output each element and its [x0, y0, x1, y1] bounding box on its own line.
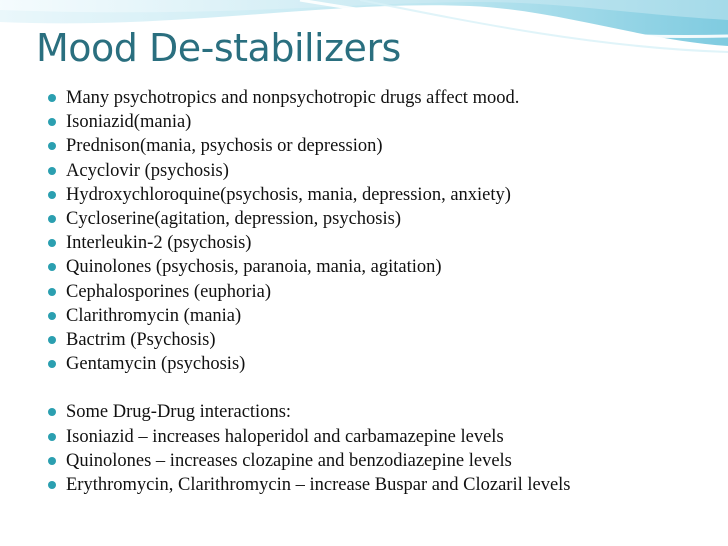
list-item	[48, 207, 571, 231]
list-item	[48, 449, 571, 473]
bullet-dot-icon	[48, 360, 56, 368]
list-item	[48, 134, 571, 158]
bullet-dot-icon	[48, 94, 56, 102]
list-item	[48, 183, 571, 207]
bullet-dot-icon	[48, 215, 56, 223]
slide-title: Mood De-stabilizers	[36, 26, 401, 70]
list-item-text: Isoniazid(mania)	[66, 112, 192, 133]
bullet-dot-icon	[48, 312, 56, 320]
bullet-dot-icon	[48, 457, 56, 465]
list-item-text: Isoniazid – increases haloperidol and carbamazepine levels	[66, 426, 504, 447]
list-item-text: Gentamycin (psychosis)	[66, 354, 246, 375]
bullet-dot-icon	[48, 481, 56, 489]
list-spacer	[48, 376, 571, 400]
bullet-list	[48, 86, 571, 497]
list-item-text: Clarithromycin (mania)	[66, 305, 242, 326]
bullet-dot-icon	[48, 288, 56, 296]
list-item-text: Many psychotropics and nonpsychotropic drugs affect mood.	[66, 88, 520, 108]
list-item	[48, 400, 571, 424]
bullet-dot-icon	[48, 167, 56, 175]
list-item	[48, 425, 571, 449]
list-item-text: Quinolones (psychosis, paranoia, mania, agitation)	[66, 257, 442, 278]
bullet-dot-icon	[48, 142, 56, 150]
list-item-text: Prednison(mania, psychosis or depression)	[66, 136, 383, 157]
bullet-dot-icon	[48, 336, 56, 344]
list-item-text: Hydroxychloroquine(psychosis, mania, depression, anxiety)	[66, 184, 511, 205]
list-item	[48, 159, 571, 183]
list-item	[48, 352, 571, 376]
bullet-dot-icon	[48, 118, 56, 126]
list-item-text: Cephalosporines (euphoria)	[66, 281, 271, 302]
list-item	[48, 86, 571, 110]
list-item-text: Acyclovir (psychosis)	[66, 160, 229, 181]
list-item	[48, 328, 571, 352]
list-item-text: Quinolones – increases clozapine and benzodiazepine levels	[66, 450, 512, 471]
bullet-dot-icon	[48, 433, 56, 441]
list-item	[48, 255, 571, 279]
bullet-dot-icon	[48, 408, 56, 416]
bullet-dot-icon	[48, 263, 56, 271]
list-item-text: Interleukin-2 (psychosis)	[66, 233, 252, 254]
list-item	[48, 473, 571, 497]
list-item	[48, 110, 571, 134]
list-item-text: Cycloserine(agitation, depression, psychosis)	[66, 209, 401, 230]
list-item-text: Erythromycin, Clarithromycin – increase Buspar and Clozaril levels	[66, 475, 571, 496]
list-item-text: Some Drug-Drug interactions:	[66, 402, 292, 423]
bullet-dot-icon	[48, 239, 56, 247]
bullet-dot-icon	[48, 191, 56, 199]
list-item-text: Bactrim (Psychosis)	[66, 330, 216, 351]
list-item	[48, 304, 571, 328]
list-item	[48, 231, 571, 255]
list-item	[48, 280, 571, 304]
